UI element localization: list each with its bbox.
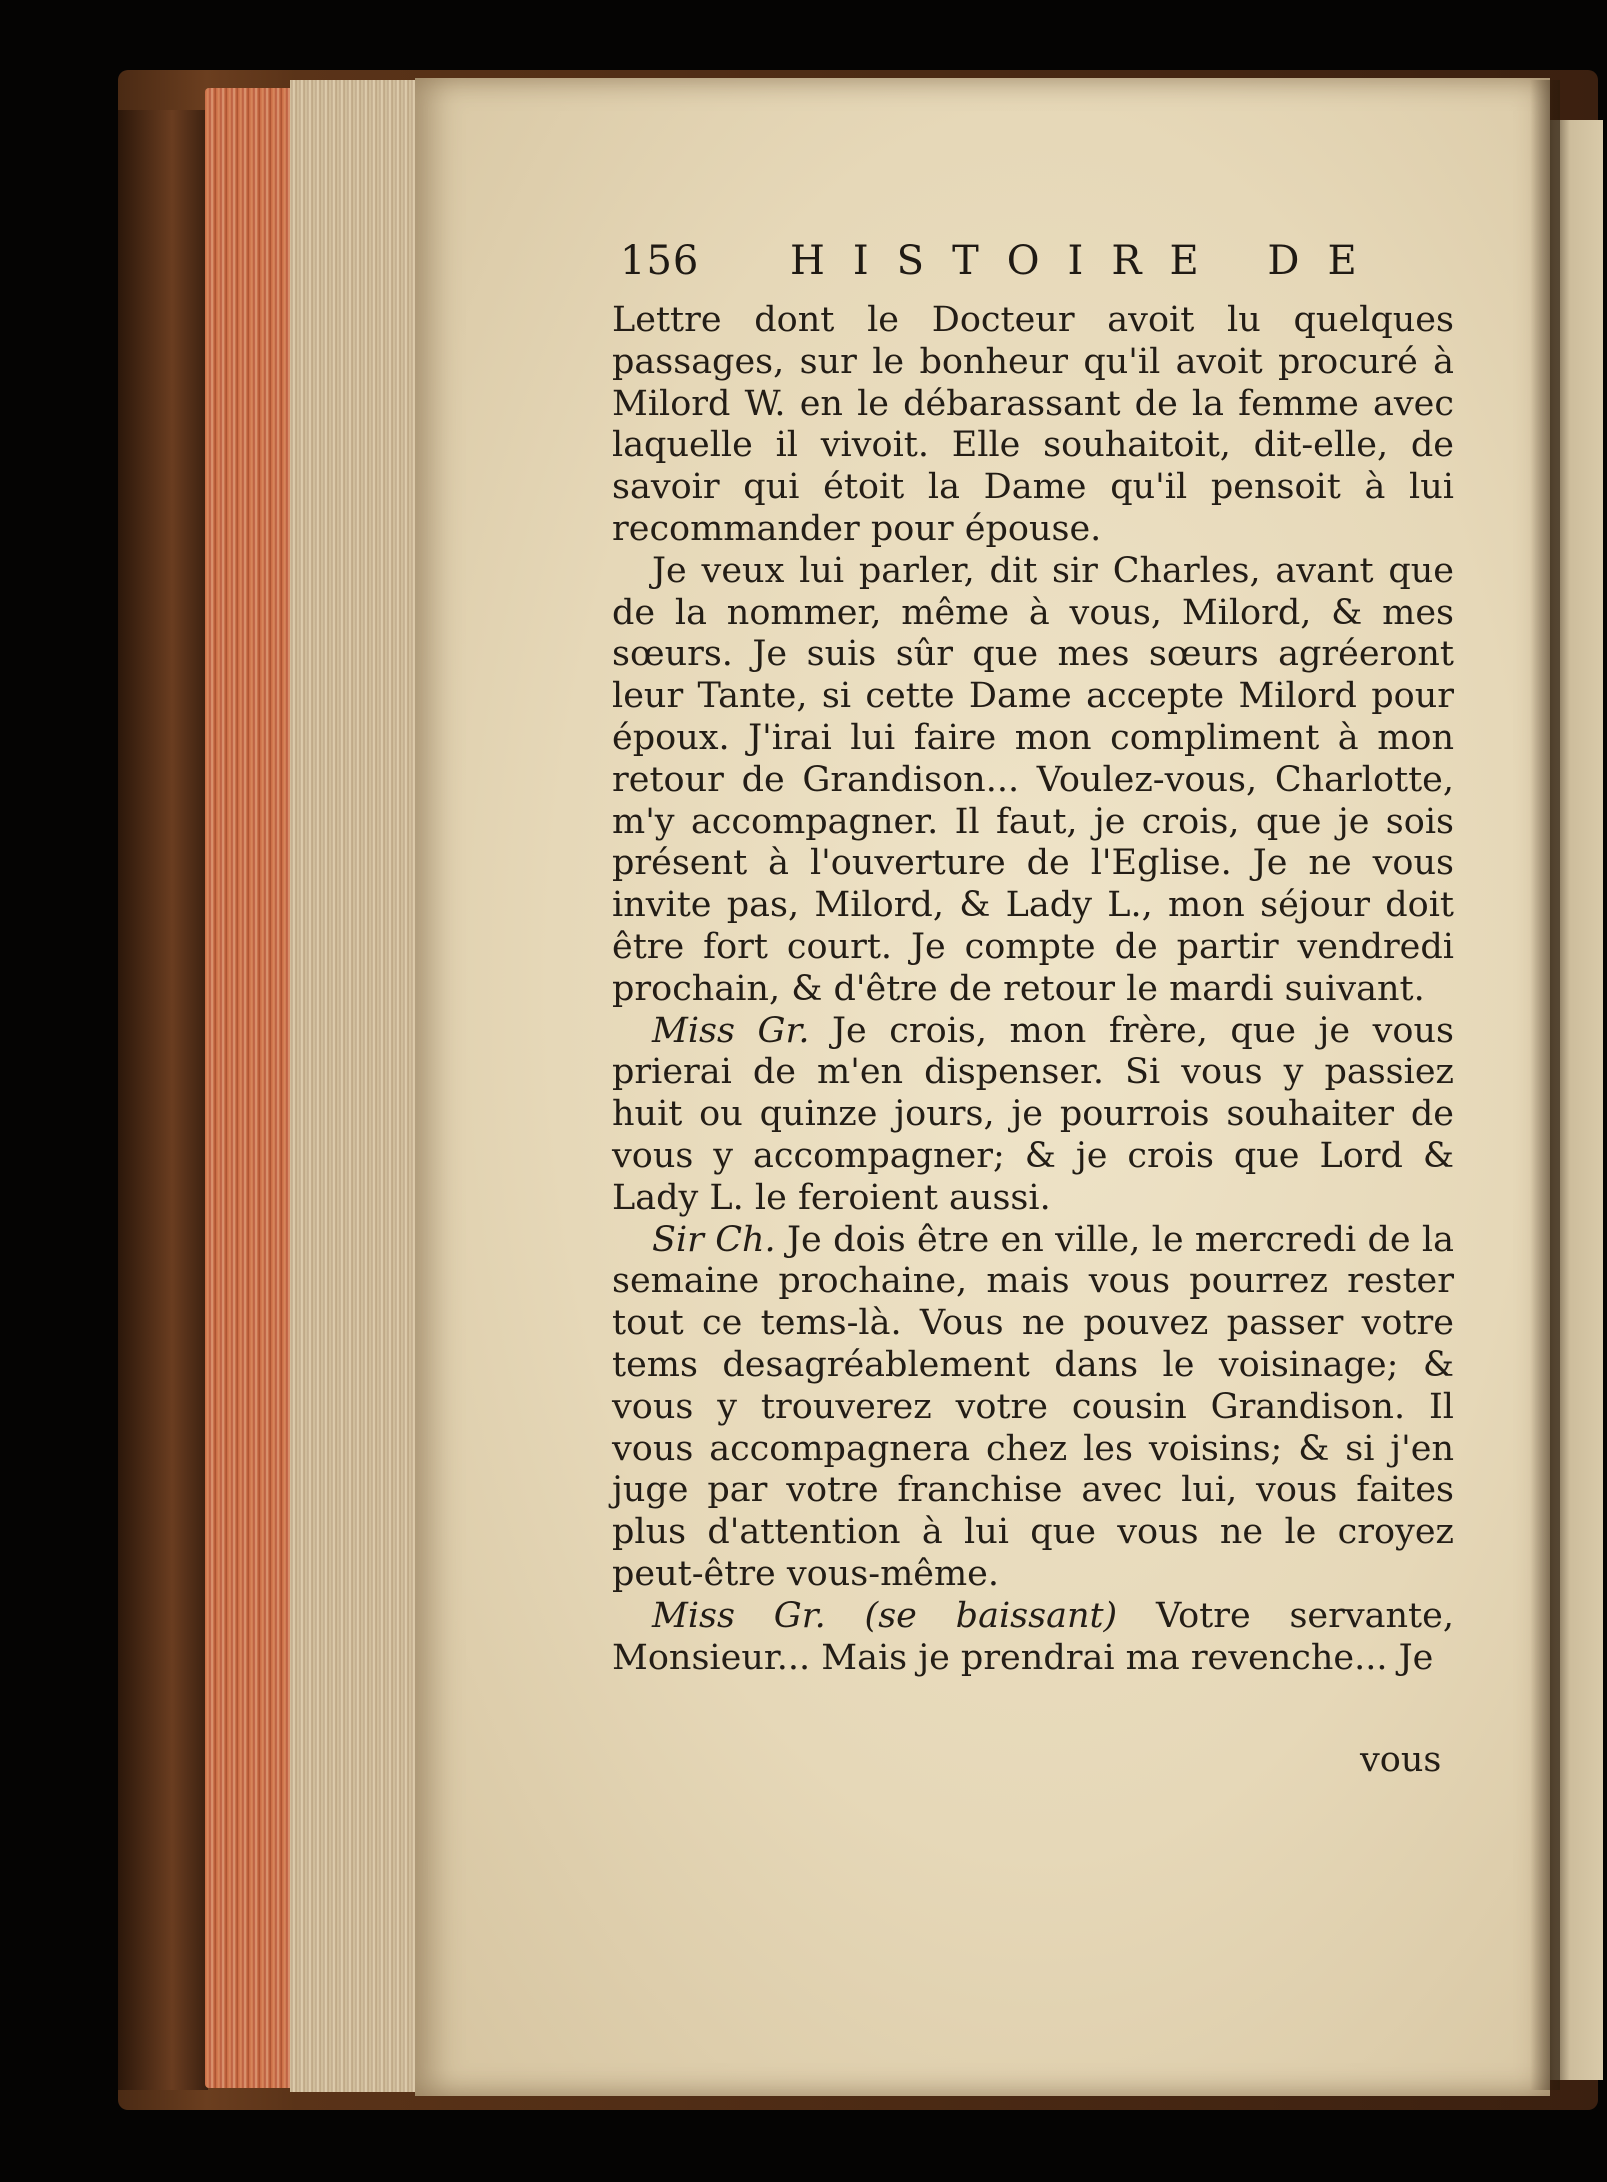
paragraph	[612, 551, 1454, 1011]
paragraph	[612, 1220, 1454, 1596]
paragraph	[612, 1011, 1454, 1220]
paragraph-text: Votre servante, Monsieur... Mais je prendrai ma revenche... Je	[612, 1595, 1454, 1678]
stage-direction: (se baissant)	[864, 1595, 1118, 1636]
paragraph-text: Lettre dont le Docteur avoit lu quelques passages, sur le bonheur qu'il avoit procuré à Milord W. en le débarassant de la femme avec laquelle il vivoit. Elle souhaitoit, dit-elle, de savoir qui étoit la Dame qu'il pensoit à lui recommander pour épouse.	[612, 300, 1454, 549]
speaker-label: Miss Gr.	[652, 1595, 826, 1636]
paragraph-text: Je dois être en ville, le mercredi de la semaine prochaine, mais vous pourrez rester tout ce tems-là. Vous ne pouvez passer votre tems desagréablement dans le voisinage; & vous y trouverez votre cousin Grandison. Il vous accompagnera chez les voisins; & si j'en juge par votre franchise avec lui, vous faites plus d'attention à lui que vous ne le croyez peut-être vous-même.	[612, 1219, 1454, 1594]
page-edges-paper	[290, 80, 425, 2092]
book-spine	[118, 110, 208, 2090]
running-title: HISTOIRE DE	[790, 238, 1385, 284]
body-text	[612, 300, 1454, 1679]
paragraph	[612, 1596, 1454, 1680]
page-number: 156	[620, 238, 700, 284]
catchword: vous	[1360, 1740, 1442, 1780]
speaker-label: Sir Ch.	[652, 1219, 776, 1260]
paragraph-text: Je veux lui parler, dit sir Charles, avant que de la nommer, même à vous, Milord, & mes sœurs. Je suis sûr que mes sœurs agréeront leur Tante, si cette Dame accepte Milord pour époux. J'irai lui faire mon compliment à mon retour de Grandison... Voulez-vous, Charlotte, m'y accompagner. Il faut, je crois, que je sois présent à l'ouverture de l'Eglise. Je ne vous invite pas, Milord, & Lady L., mon séjour doit être fort court. Je compte de partir vendredi prochain, & d'être de retour le mardi suivant.	[612, 550, 1454, 1009]
running-header	[620, 238, 1450, 288]
speaker-label: Miss Gr.	[652, 1010, 810, 1051]
paragraph-text: Je crois, mon frère, que je vous prierai de m'en dispenser. Si vous y passiez huit ou quinze jours, je pourrois souhaiter de vous y accompagner; & je crois que Lord & Lady L. le feroient aussi.	[612, 1010, 1454, 1218]
page-gutter	[1530, 80, 1560, 2090]
paragraph	[612, 300, 1454, 551]
